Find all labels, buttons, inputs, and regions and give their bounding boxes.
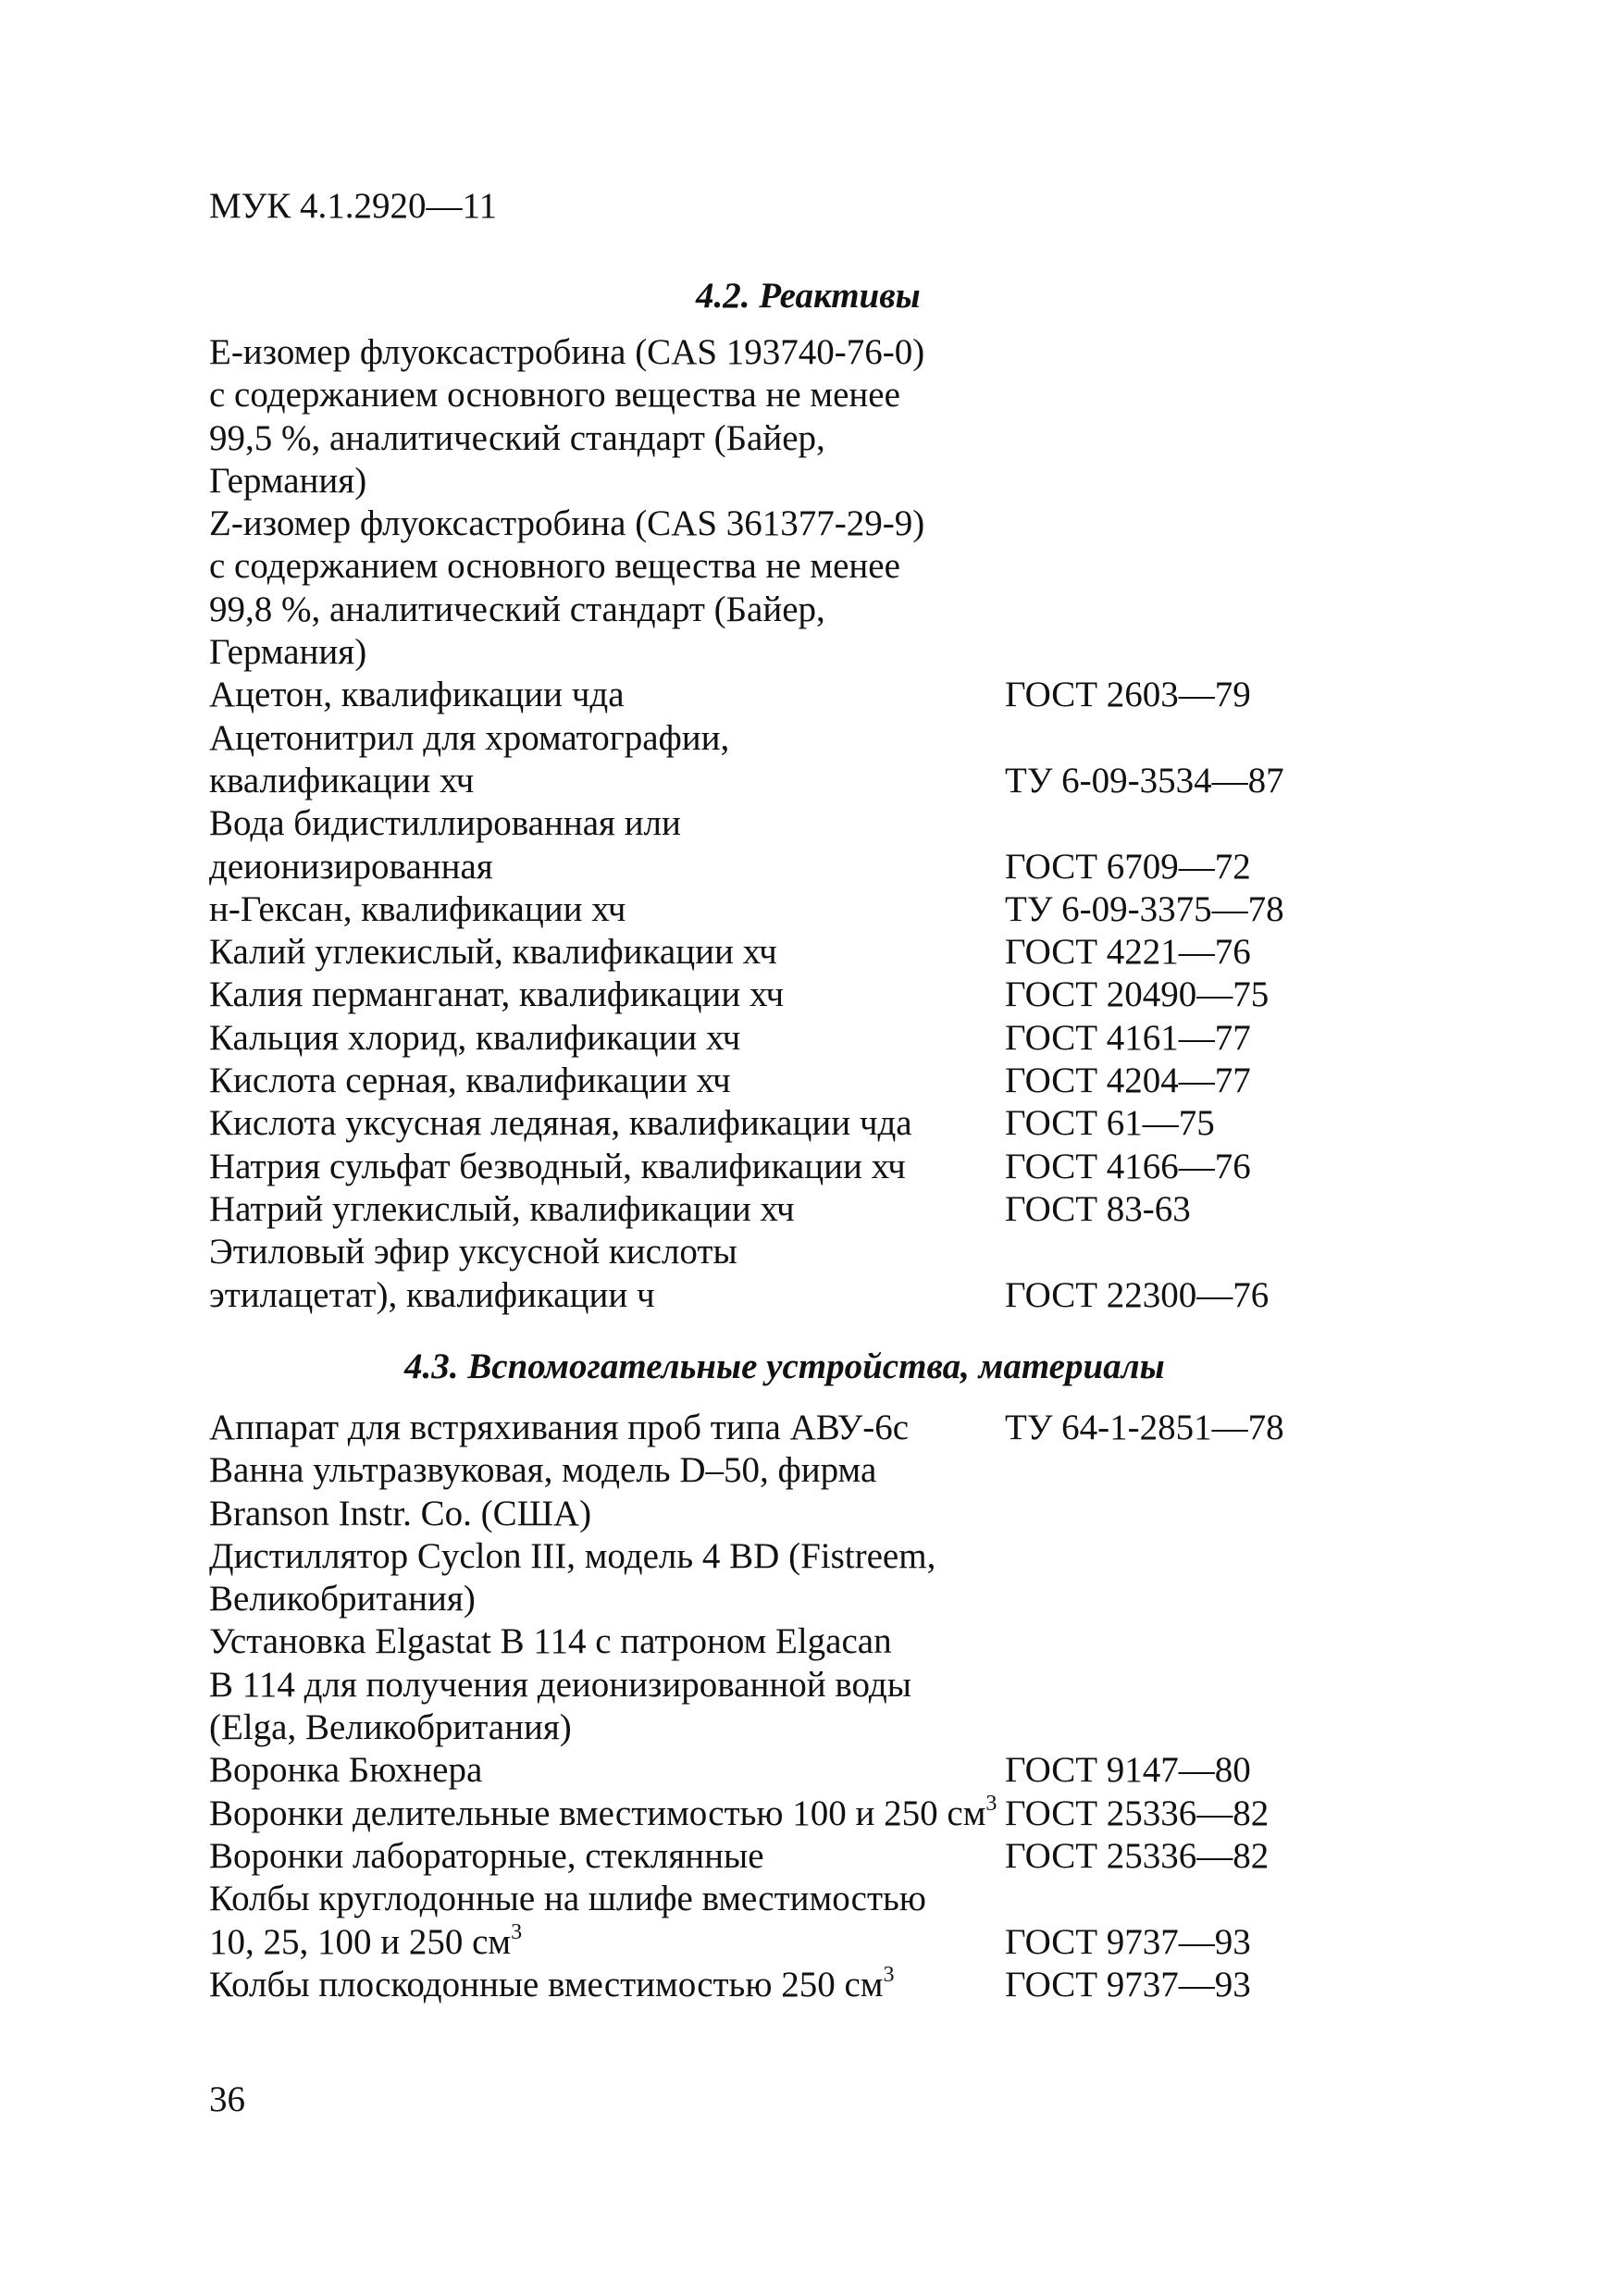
item-name-text: с содержанием основного вещества не менее — [209, 546, 900, 587]
item-name-text: Воронка Бюхнера — [209, 1750, 483, 1791]
item-standard: ГОСТ 22300—76 — [1005, 1274, 1270, 1315]
item-name — [209, 1102, 1005, 1145]
item-standard: ГОСТ 4204—77 — [1005, 1061, 1251, 1101]
item-standard: ГОСТ 25336—82 — [1005, 1793, 1270, 1833]
item-name-text: B 114 для получения деионизированной воды — [209, 1664, 911, 1705]
list-item — [209, 1231, 1403, 1273]
list-item — [209, 802, 1403, 845]
item-standard: ТУ 6-09-3375—78 — [1005, 888, 1284, 929]
item-name — [209, 931, 1005, 974]
list-item — [209, 1274, 1403, 1317]
item-name-text: Z-изомер флуоксастробина (CAS 361377-29-9) — [209, 503, 925, 544]
item-name-text: Branson Instr. Co. (США) — [209, 1493, 592, 1533]
item-name — [209, 1274, 1005, 1317]
reagents-list — [209, 331, 1403, 1317]
item-name-text: Калий углекислый, квалификации хч — [209, 932, 777, 973]
list-item — [209, 417, 1403, 460]
item-name — [209, 631, 1005, 674]
item-name — [209, 1060, 1005, 1102]
item-name-text: Ацетон, квалификации чда — [209, 675, 625, 715]
list-item — [209, 760, 1403, 802]
item-name-text: Калия перманганат, квалификации хч — [209, 974, 785, 1015]
list-item — [209, 1146, 1403, 1188]
item-name — [209, 974, 1005, 1016]
item-name — [209, 1749, 1005, 1792]
item-name — [209, 460, 1005, 503]
item-name-text: Кислота серная, квалификации хч — [209, 1061, 731, 1101]
list-item — [209, 1017, 1403, 1060]
item-name-text: 99,8 %, аналитический стандарт (Байер, — [209, 589, 825, 629]
item-name-text: Воронки делительные вместимостью 100 и 250 см — [209, 1793, 986, 1833]
item-name — [209, 1793, 1005, 1835]
item-standard: ГОСТ 4161—77 — [1005, 1017, 1251, 1058]
item-name-text: Кислота уксусная ледяная, квалификации чда — [209, 1103, 912, 1144]
list-item — [209, 545, 1403, 588]
list-item — [209, 1964, 1403, 2006]
item-name — [209, 1578, 1005, 1620]
list-item — [209, 1188, 1403, 1231]
item-unit-superscript: 3 — [985, 1791, 997, 1816]
item-name-text: Воронки лабораторные, стеклянные — [209, 1835, 764, 1876]
list-item — [209, 846, 1403, 888]
item-name-text: этилацетат), квалификации ч — [209, 1274, 655, 1315]
item-name-text: Колбы плоскодонные вместимостью 250 см — [209, 1964, 884, 2004]
list-item — [209, 1793, 1403, 1835]
list-item — [209, 1620, 1403, 1663]
item-name — [209, 888, 1005, 931]
list-item — [209, 931, 1403, 974]
item-name — [209, 1407, 1005, 1449]
item-name — [209, 760, 1005, 802]
item-standard: ТУ 6-09-3534—87 — [1005, 760, 1284, 800]
item-name — [209, 717, 1005, 760]
item-name-text: с содержанием основного вещества не менее — [209, 375, 900, 416]
equipment-list — [209, 1407, 1403, 2006]
list-item — [209, 374, 1403, 416]
list-item — [209, 674, 1403, 716]
list-item — [209, 1102, 1403, 1145]
item-name-text: Вода бидистиллированная или — [209, 803, 681, 844]
list-item — [209, 717, 1403, 760]
item-standard: ГОСТ 2603—79 — [1005, 675, 1251, 715]
item-name — [209, 503, 1005, 545]
list-item — [209, 1493, 1403, 1535]
item-name-text: 10, 25, 100 и 250 см — [209, 1921, 512, 1962]
item-name-text: Колбы круглодонные на шлифе вместимостью — [209, 1879, 926, 1919]
item-name-text: Этиловый эфир уксусной кислоты — [209, 1232, 737, 1272]
item-name — [209, 1017, 1005, 1060]
item-name-text: н-Гексан, квалификации хч — [209, 888, 626, 929]
item-name-text: Дистиллятор Cyclon III, модель 4 BD (Fistreem, — [209, 1535, 936, 1576]
item-name — [209, 674, 1005, 716]
list-item — [209, 1407, 1403, 1449]
item-standard: ГОСТ 9147—80 — [1005, 1750, 1251, 1791]
item-name-text: Кальция хлорид, квалификации хч — [209, 1017, 741, 1058]
list-item — [209, 1706, 1403, 1749]
item-standard: ГОСТ 4221—76 — [1005, 932, 1251, 973]
item-name — [209, 1146, 1005, 1188]
list-item — [209, 460, 1403, 503]
item-name-text: деионизированная — [209, 846, 493, 887]
list-item — [209, 1664, 1403, 1706]
item-name — [209, 589, 1005, 631]
item-name — [209, 1493, 1005, 1535]
item-name — [209, 1878, 1005, 1920]
item-name-text: E-изомер флуоксастробина (CAS 193740-76-0) — [209, 332, 925, 372]
list-item — [209, 1060, 1403, 1102]
item-name — [209, 331, 1005, 374]
item-unit-superscript: 3 — [883, 1962, 895, 1987]
item-standard: ГОСТ 6709—72 — [1005, 846, 1251, 887]
list-item — [209, 1921, 1403, 1964]
list-item — [209, 631, 1403, 674]
item-standard: ГОСТ 25336—82 — [1005, 1835, 1270, 1876]
list-item — [209, 888, 1403, 931]
list-item — [209, 331, 1403, 374]
item-name-text: Аппарат для встряхивания проб типа АВУ-6с — [209, 1408, 910, 1447]
item-name-text: Германия) — [209, 460, 367, 501]
item-standard: ГОСТ 83-63 — [1005, 1188, 1191, 1229]
item-name-text: Германия) — [209, 632, 367, 673]
page-number: 36 — [209, 2079, 245, 2119]
list-item — [209, 1878, 1403, 1920]
item-name — [209, 1964, 1005, 2006]
list-item — [209, 1449, 1403, 1492]
item-name-text: Натрий углекислый, квалификации хч — [209, 1188, 795, 1229]
item-name — [209, 1231, 1005, 1273]
item-standard: ГОСТ 20490—75 — [1005, 974, 1270, 1015]
item-name — [209, 1706, 1005, 1749]
item-name-text: Ванна ультразвуковая, модель D–50, фирма — [209, 1450, 877, 1491]
item-name — [209, 374, 1005, 416]
item-name — [209, 1620, 1005, 1663]
item-name-text: (Elga, Великобритания) — [209, 1707, 572, 1748]
item-name-text: Великобритания) — [209, 1579, 476, 1620]
item-standard: ТУ 64-1-2851—78 — [1005, 1408, 1284, 1447]
list-item — [209, 974, 1403, 1016]
item-name — [209, 1449, 1005, 1492]
item-name — [209, 1535, 1005, 1578]
list-item — [209, 1535, 1403, 1578]
item-name — [209, 1921, 1005, 1964]
list-item — [209, 503, 1403, 545]
item-standard: ГОСТ 9737—93 — [1005, 1964, 1251, 2004]
list-item — [209, 589, 1403, 631]
item-name-text: Ацетонитрил для хроматографии, — [209, 717, 730, 758]
list-item — [209, 1835, 1403, 1878]
list-item — [209, 1749, 1403, 1792]
item-name — [209, 802, 1005, 845]
item-name — [209, 1835, 1005, 1878]
item-name-text: 99,5 %, аналитический стандарт (Байер, — [209, 417, 825, 458]
item-standard: ГОСТ 61—75 — [1005, 1103, 1215, 1144]
item-standard: ГОСТ 4166—76 — [1005, 1146, 1251, 1186]
item-name — [209, 1664, 1005, 1706]
item-unit-superscript: 3 — [511, 1919, 523, 1944]
item-standard: ГОСТ 9737—93 — [1005, 1921, 1251, 1962]
item-name-text: Установка Elgastat B 114 с патроном Elgacan — [209, 1621, 892, 1662]
document-header: МУК 4.1.2920—11 — [209, 186, 498, 226]
list-item — [209, 1578, 1403, 1620]
item-name — [209, 545, 1005, 588]
section-title-reagents: 4.2. Реактивы — [696, 276, 921, 316]
item-name-text: Натрия сульфат безводный, квалификации хч — [209, 1146, 906, 1186]
item-name-text: квалификации хч — [209, 760, 475, 800]
item-name — [209, 417, 1005, 460]
item-name — [209, 846, 1005, 888]
section-title-equipment: 4.3. Вспомогательные устройства, материалы — [404, 1347, 1165, 1386]
item-name — [209, 1188, 1005, 1231]
